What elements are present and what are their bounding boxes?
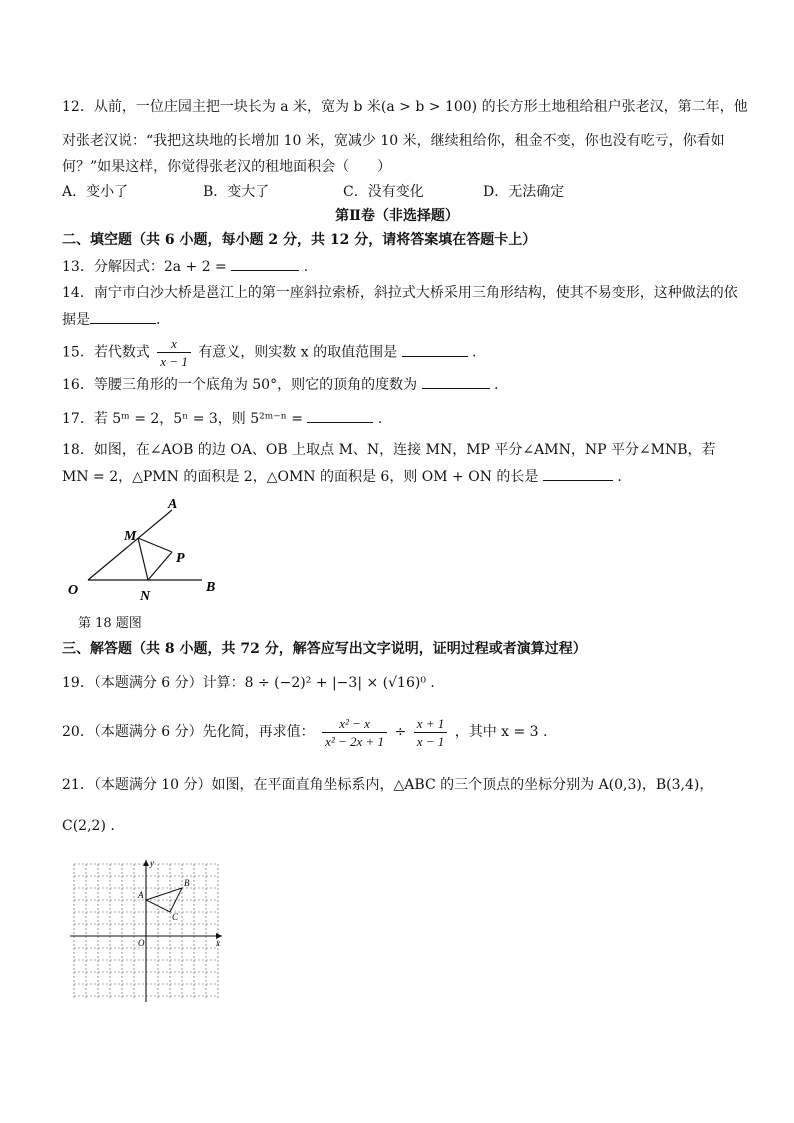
q14-line2 (62, 309, 160, 330)
q20-fraction-1 (322, 715, 387, 750)
q21-label-c: C (172, 912, 179, 922)
q18-segment-mp (138, 538, 172, 552)
q12-option-a: A．变小了 (62, 184, 129, 200)
q18-figure (60, 490, 240, 610)
q15-answer-blank (402, 342, 468, 357)
q18-label-o: O (68, 583, 79, 598)
q17-answer-blank (307, 408, 373, 423)
q21-line2: C(2,2) . (62, 818, 115, 834)
q17-text: 17．若 5ᵐ = 2，5ⁿ = 3，则 5²ᵐ⁻ⁿ = (62, 411, 303, 427)
q12-line1: 12．从前，一位庄园主把一块长为 a 米，宽为 b 米(a > b > 100) 的长方形土地租给租户张老汉，第二年，他 (62, 99, 748, 115)
q20-fraction-2-denominator: x − 1 (416, 733, 445, 749)
q20-pre: 20．（本题满分 6 分）先化简，再求值： (62, 724, 315, 740)
q13 (62, 256, 308, 277)
q16-text: 16．等腰三角形的一个底角为 50°，则它的顶角的度数为 (62, 377, 418, 393)
q20-operator: ÷ (394, 724, 407, 740)
q18-ray-oa (88, 510, 172, 580)
q18-label-m: M (124, 529, 137, 544)
q20-fraction-2-numerator: x + 1 (414, 715, 448, 733)
q21-label-y: y (150, 858, 154, 868)
q19-text: 19．（本题满分 6 分）计算：8 ÷ (−2)² + |−3| × (√16)⁰ . (62, 675, 435, 691)
q13-text: 13．分解因式：2a + 2 = (62, 259, 227, 275)
q21-label-x: x (216, 938, 220, 948)
q15 (62, 335, 476, 370)
q14-line2-text: 据是 (62, 312, 90, 328)
part3-section-heading: 三、解答题（共 8 小题，共 72 分，解答应写出文字说明，证明过程或者演算过程） (62, 641, 587, 657)
q12-option-d: D．无法确定 (483, 184, 565, 200)
q18-end: . (617, 469, 622, 485)
q15-fraction-numerator: x (157, 335, 191, 353)
q20-fraction-1-numerator: x² − x (322, 715, 387, 733)
q14-line1: 14．南宁市白沙大桥是邕江上的第一座斜拉索桥，斜拉式大桥采用三角形结构，使其不易变形，这种做法的依 (62, 285, 738, 301)
q18-label-p: P (176, 551, 185, 566)
q14-answer-blank (90, 309, 156, 324)
q20-post: ，其中 x = 3 . (454, 724, 548, 740)
q12-option-b: B．变大了 (203, 184, 270, 200)
q18-segment-mn (138, 538, 148, 580)
q13-end: . (303, 259, 309, 275)
q18-line2-text: MN = 2，△PMN 的面积是 2，△OMN 的面积是 6，则 OM + ON 的长是 (62, 469, 539, 485)
q21-label-b: B (184, 878, 190, 888)
q18-answer-blank (543, 466, 613, 481)
q21-line1: 21．（本题满分 10 分）如图，在平面直角坐标系内，△ABC 的三个顶点的坐标分别为 A(0,3)，B(3,4)， (62, 777, 714, 793)
q18-line2 (62, 466, 622, 487)
q16-answer-blank (422, 374, 490, 389)
q14-end: . (156, 312, 161, 328)
part2-section-heading: 二、填空题（共 6 小题，每小题 2 分，共 12 分，请将答案填在答题卡上） (62, 232, 537, 248)
q15-pre: 15．若代数式 (62, 344, 150, 361)
q16-end: . (493, 377, 499, 393)
q20-fraction-2 (414, 715, 448, 750)
q18-label-a: A (168, 497, 178, 512)
q18-segment-np (148, 552, 172, 580)
q12-option-c: C．没有变化 (343, 184, 424, 200)
q21-coordinate-grid (66, 856, 226, 1006)
q21-y-axis-arrow (143, 860, 149, 866)
part2-title: 第Ⅱ卷（非选择题） (335, 208, 459, 224)
q21-label-a: A (138, 890, 144, 900)
q21-label-origin: O (138, 938, 145, 948)
q12-line3: 何？”如果这样，你觉得张老汉的租地面积会（ ） (62, 159, 392, 175)
q18-label-n: N (140, 589, 151, 604)
q18-label-b: B (206, 580, 216, 595)
q15-fraction-denominator: x − 1 (160, 354, 188, 369)
q15-end: . (471, 344, 477, 361)
q20-fraction-1-denominator: x² − 2x + 1 (325, 733, 385, 749)
q18-line1: 18．如图，在∠AOB 的边 OA、OB 上取点 M、N，连接 MN，MP 平分∠AMN，NP 平分∠MNB，若 (62, 442, 716, 458)
q13-answer-blank (231, 256, 299, 271)
q18-caption: 第 18 题图 (78, 616, 142, 631)
q15-post: 有意义，则实数 x 的取值范围是 (198, 344, 398, 361)
q16 (62, 374, 498, 395)
q17 (62, 408, 382, 429)
q17-end: . (377, 411, 383, 427)
q15-fraction (157, 335, 191, 370)
q20 (62, 714, 548, 750)
q12-line2: 对张老汉说：“我把这块地的长增加 10 米，宽减少 10 米，继续租给你，租金不变，你也没有吃亏，你看如 (62, 133, 725, 149)
